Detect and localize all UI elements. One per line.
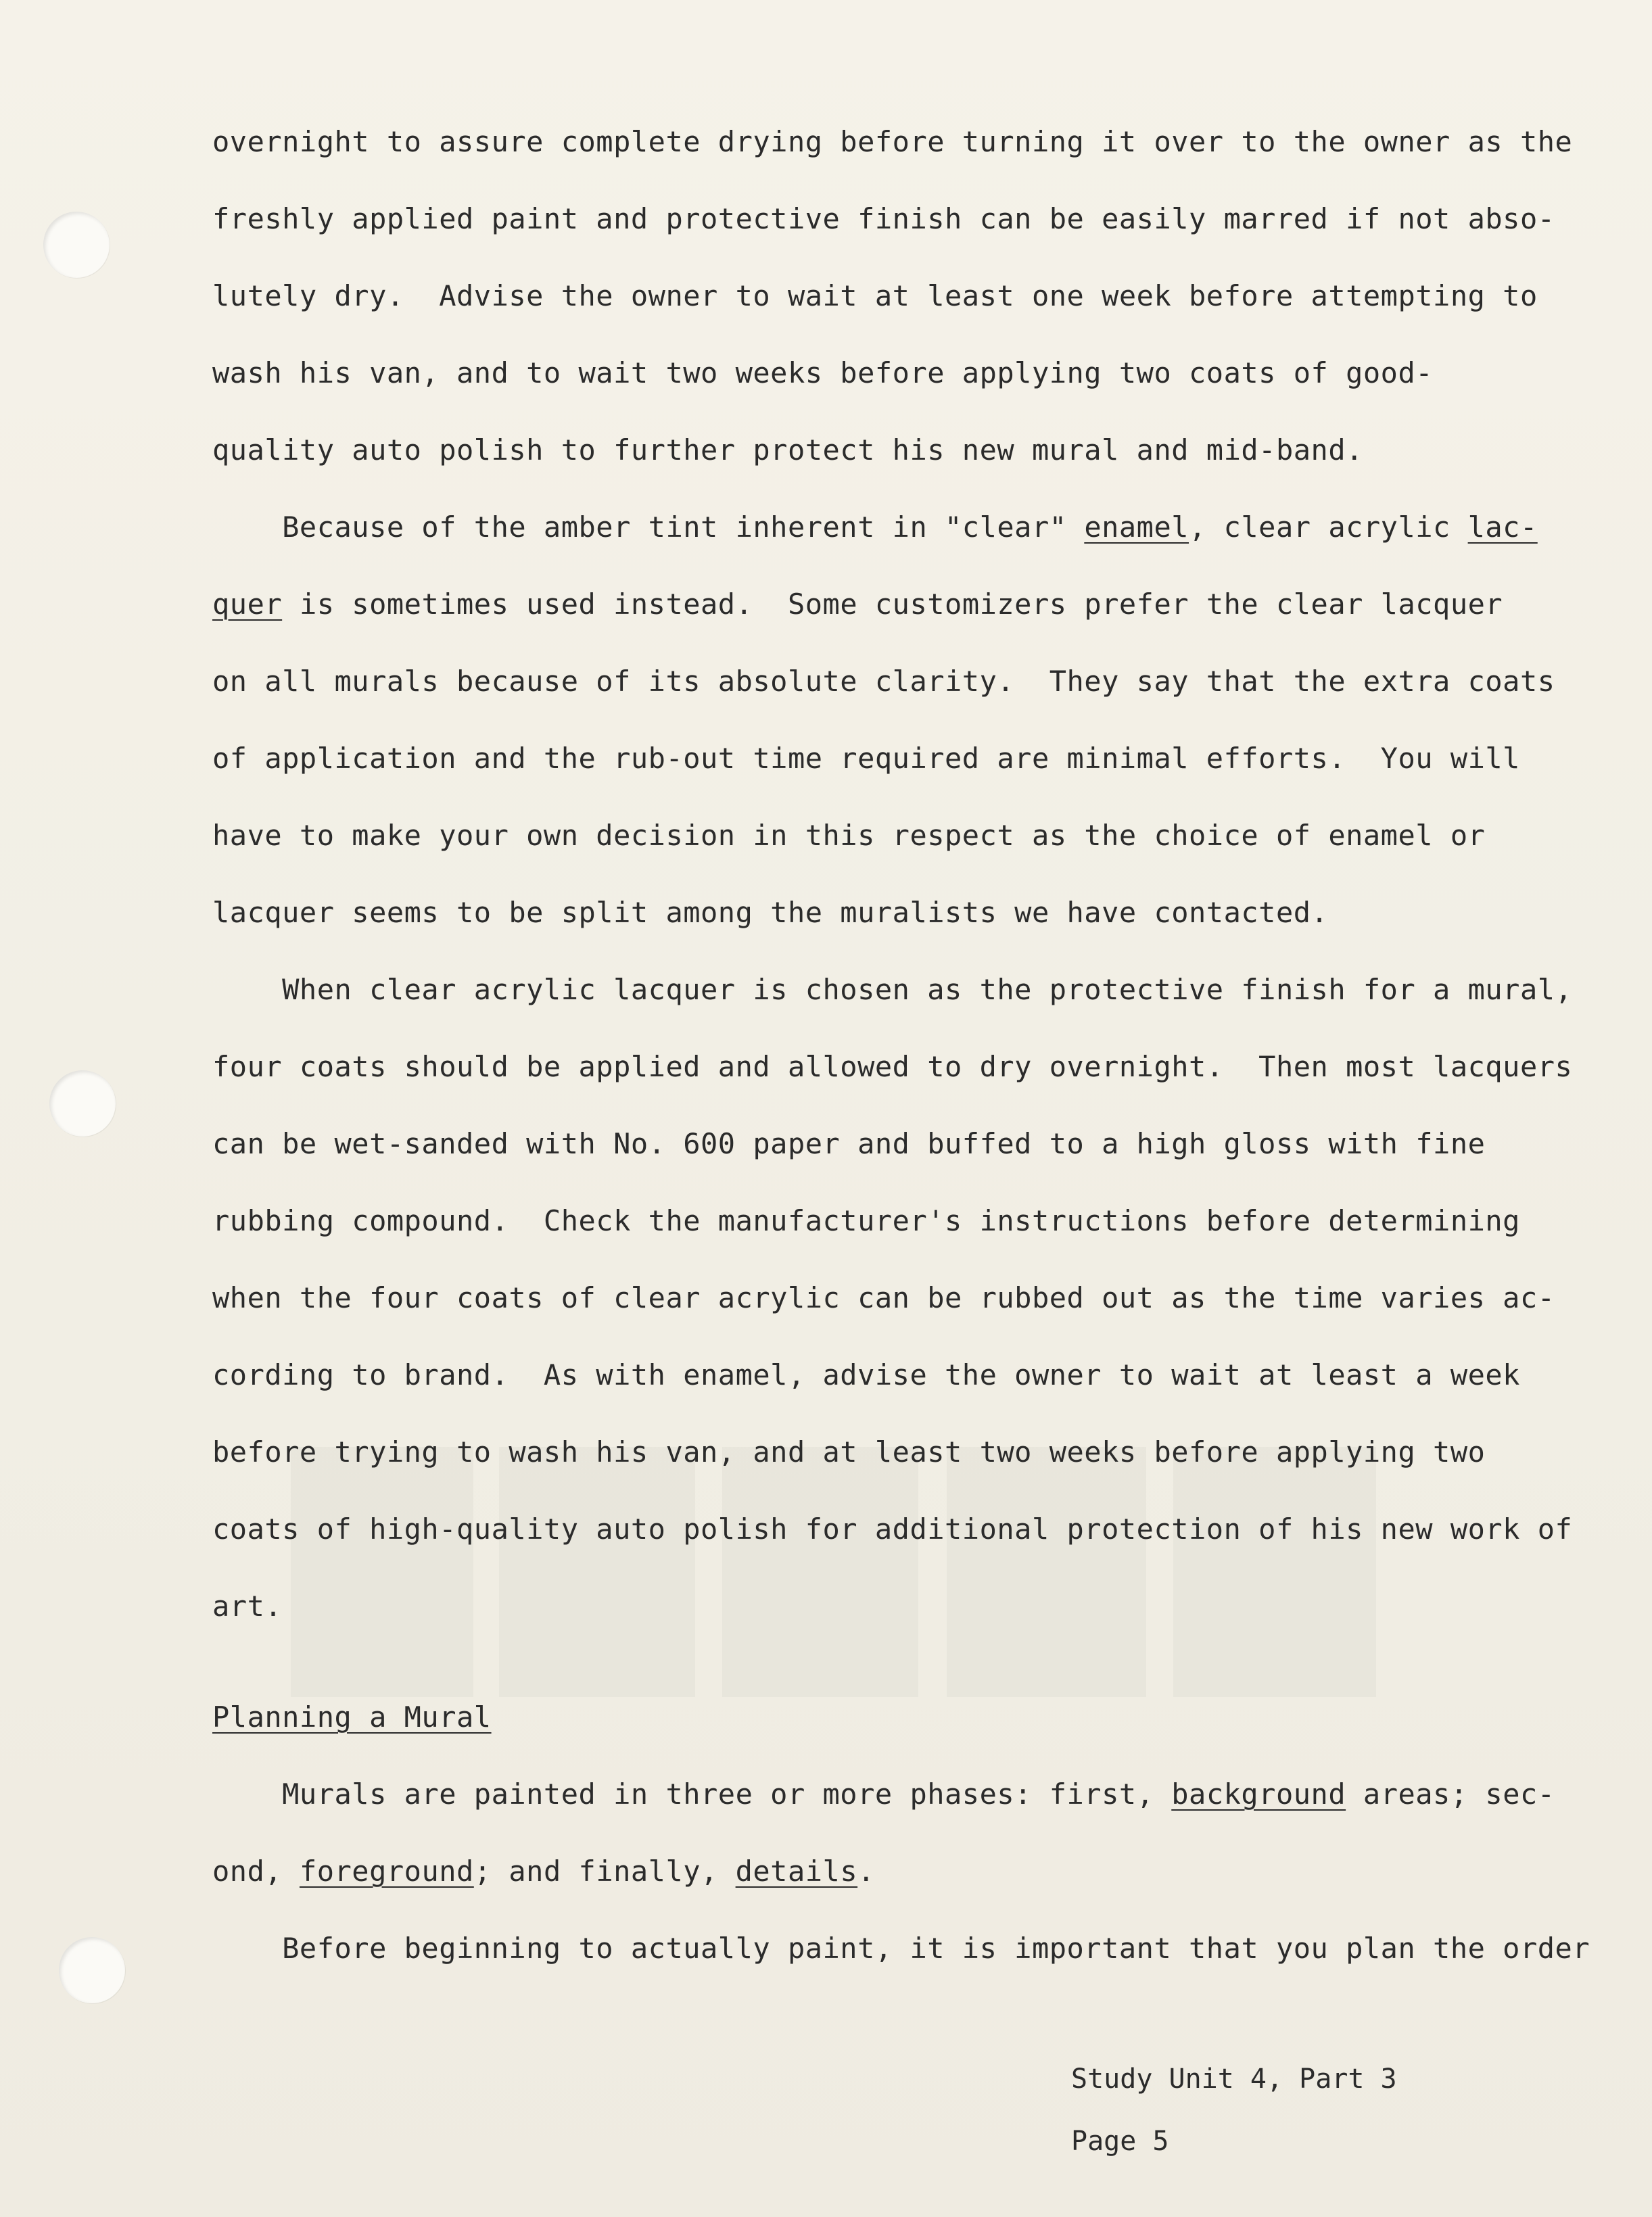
text-line: before trying to wash his van, and at least two weeks before applying two [212,1435,1486,1469]
section-heading: Planning a Mural [212,1700,492,1734]
underlined-term: foreground [299,1855,474,1888]
text-line: four coats should be applied and allowed to dry overnight. Then most lacquers [212,1050,1573,1083]
underlined-term: enamel [1084,510,1189,544]
study-unit-label: Study Unit 4, Part 3 [1071,2064,1397,2095]
text-line: quality auto polish to further protect his new mural and mid-band. [212,433,1363,467]
text-line [212,507,1538,548]
text-line: on all murals because of its absolute clarity. They say that the extra coats [212,665,1555,698]
underlined-term: details [735,1855,858,1888]
punch-hole [49,1070,116,1137]
text-line [212,1774,1555,1815]
text-line: freshly applied paint and protective finish can be easily marred if not abso- [212,202,1555,235]
punch-hole [43,212,110,278]
text-line: wash his van, and to wait two weeks before applying two coats of good- [212,356,1434,389]
text-line: When clear acrylic lacquer is chosen as the protective finish for a mural, [212,973,1573,1006]
text-line: overnight to assure complete drying before turning it over to the owner as the [212,125,1573,158]
text-span: Murals are painted in three or more phases: first, [212,1778,1172,1811]
bleed-through-shade [291,1447,473,1697]
text-line: of application and the rub-out time required are minimal efforts. You will [212,742,1520,775]
text-line: Before beginning to actually paint, it is important that you plan the order [212,1932,1590,1965]
text-line [212,1851,875,1892]
text-span: . [857,1855,875,1888]
text-line: cording to brand. As with enamel, advise the owner to wait at least a week [212,1358,1520,1391]
punch-hole [59,1937,125,2003]
text-span: ond, [212,1855,300,1888]
bleed-through-shade [1173,1447,1376,1697]
underlined-term: quer [212,588,283,621]
page-number: Page 5 [1071,2126,1169,2157]
bleed-through-shade [947,1447,1146,1697]
underlined-term: background [1171,1778,1346,1811]
text-line: coats of high-quality auto polish for additional protection of his new work of [212,1512,1573,1546]
text-span: ; and finally, [473,1855,736,1888]
text-span: Because of the amber tint inherent in "clear" [212,510,1085,544]
text-line: lutely dry. Advise the owner to wait at least one week before attempting to [212,279,1538,312]
text-span: is sometimes used instead. Some customizers prefer the clear lacquer [282,588,1503,621]
text-line: when the four coats of clear acrylic can be rubbed out as the time varies ac- [212,1281,1555,1314]
underlined-term: lac- [1467,510,1538,544]
bleed-through-shade [722,1447,918,1697]
bleed-through-shade [499,1447,695,1697]
text-line: lacquer seems to be split among the muralists we have contacted. [212,896,1329,929]
text-span: , clear acrylic [1189,510,1468,544]
text-line: can be wet-sanded with No. 600 paper and buffed to a high gloss with fine [212,1127,1486,1160]
text-line: art. [212,1590,283,1623]
text-line: have to make your own decision in this respect as the choice of enamel or [212,819,1486,852]
text-line: rubbing compound. Check the manufacturer's instructions before determining [212,1204,1520,1237]
text-span: areas; sec- [1346,1778,1555,1811]
text-line [212,584,1503,625]
